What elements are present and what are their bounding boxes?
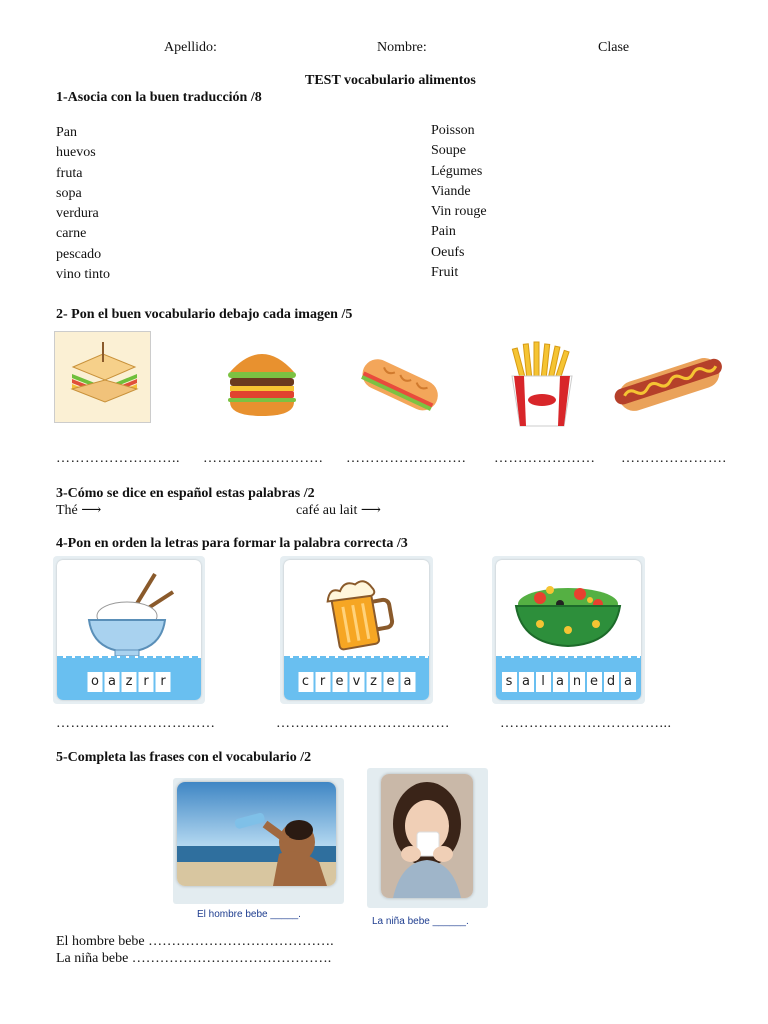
beer-mug-icon (320, 572, 400, 652)
french-word: Fruit (431, 265, 459, 281)
letter-tile: d (604, 672, 619, 692)
drinking-man-icon (177, 782, 336, 886)
sentence-man: El hombre bebe …………………………………. (56, 934, 334, 949)
blank-line: ……………………………… (276, 716, 450, 731)
letter-tile: e (383, 672, 398, 692)
spanish-word-list (56, 123, 110, 285)
section3-heading: 3-Cómo se dice en español estas palabras /2 (56, 486, 315, 501)
bocadillo-icon (357, 348, 445, 418)
drinking-girl-icon (381, 774, 473, 898)
scramble-card-rice (53, 556, 205, 704)
letter-tile: a (400, 672, 415, 692)
blank-line: …………………. (621, 451, 727, 466)
blank-line: ……………………………... (500, 716, 672, 731)
rice-bowl-icon (85, 570, 175, 660)
letter-tile: v (349, 672, 364, 692)
french-word: Soupe (431, 143, 466, 159)
letter-tile: a (519, 672, 534, 692)
letter-tile: a (621, 672, 636, 692)
scrambled-letters (502, 672, 636, 692)
french-word: Vin rouge (431, 204, 487, 220)
hotdog-icon (610, 346, 725, 416)
blank-line: ……………………. (203, 451, 323, 466)
fries-icon (502, 340, 582, 428)
page-title: TEST vocabulario alimentos (305, 73, 476, 88)
spanish-word: pescado (56, 246, 102, 262)
spanish-word: carne (56, 226, 87, 242)
section4-heading: 4-Pon en orden la letras para formar la palabra correcta /3 (56, 536, 408, 551)
photo-caption: La niña bebe ______. (372, 916, 469, 927)
scramble-card-beer (280, 556, 433, 704)
letter-tile: r (315, 672, 330, 692)
letter-tile: n (570, 672, 585, 692)
letter-tile: o (88, 672, 103, 692)
scrambled-letters (298, 672, 415, 692)
tea-prompt: Thé ⟶ (56, 503, 102, 518)
letter-tile: r (139, 672, 154, 692)
scrambled-letters (88, 672, 171, 692)
spanish-word: vino tinto (56, 267, 111, 283)
letter-tile: z (366, 672, 381, 692)
letter-tile: l (536, 672, 551, 692)
letter-tile: c (298, 672, 313, 692)
class-label: Clase (598, 40, 630, 55)
letter-tile: e (332, 672, 347, 692)
drinking-man-card (173, 778, 344, 920)
surname-label: Apellido: (164, 40, 217, 55)
letter-tile: r (156, 672, 171, 692)
spanish-word: fruta (56, 165, 83, 181)
french-word: Poisson (431, 123, 475, 138)
spanish-word: verdura (56, 206, 99, 222)
blank-line: …………………………… (56, 716, 216, 731)
salad-bowl-icon (510, 574, 628, 654)
blank-line: …………………….. (56, 451, 180, 466)
section5-heading: 5-Completa las frases con el vocabulario /2 (56, 750, 312, 765)
french-word: Viande (431, 183, 471, 199)
section1-heading: 1-Asocia con la buen traducción /8 (56, 90, 262, 105)
french-word: Légumes (431, 163, 483, 179)
letter-tile: a (553, 672, 568, 692)
blank-line: ………………… (494, 451, 596, 466)
letter-tile: a (105, 672, 120, 692)
sandwich-icon (54, 331, 151, 423)
french-word: Pain (431, 224, 456, 240)
drinking-girl-card (367, 768, 488, 927)
spanish-word: sopa (56, 185, 82, 201)
section2-heading: 2- Pon el buen vocabulario debajo cada imagen /5 (56, 307, 353, 322)
letter-tile: s (502, 672, 517, 692)
hamburger-icon (222, 340, 302, 418)
sentence-girl: La niña bebe ……………………………………. (56, 951, 332, 966)
spanish-word: huevos (56, 145, 96, 161)
french-word-list (431, 121, 487, 283)
blank-line: ……………………. (346, 451, 466, 466)
letter-tile: e (587, 672, 602, 692)
photo-caption: El hombre bebe _____. (197, 909, 301, 920)
scramble-card-salad (492, 556, 645, 704)
name-label: Nombre: (377, 40, 427, 55)
french-word: Oeufs (431, 244, 465, 260)
spanish-word: Pan (56, 125, 77, 140)
coffee-prompt: café au lait ⟶ (296, 503, 381, 518)
letter-tile: z (122, 672, 137, 692)
